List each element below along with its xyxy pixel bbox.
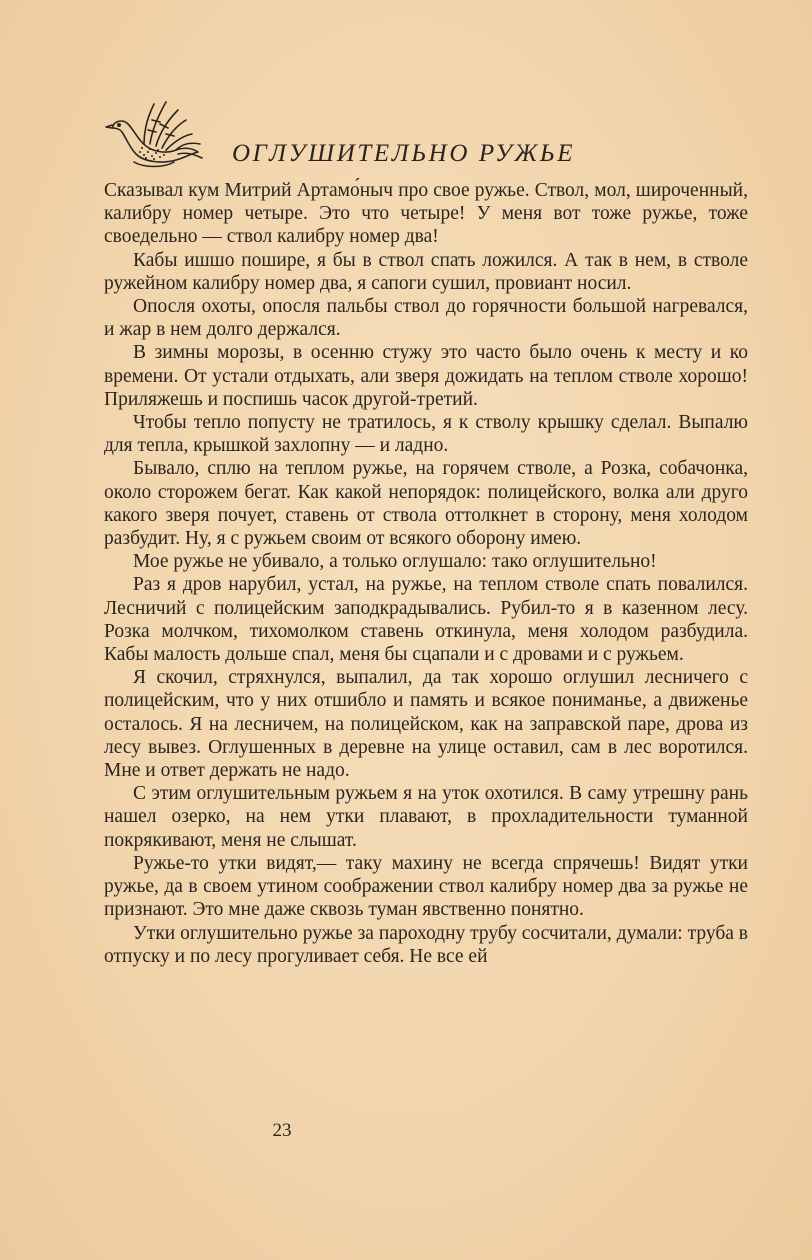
paragraph: Мое ружье не убивало, а только оглушало: тако оглушительно! xyxy=(133,551,657,573)
paragraph: Чтобы тепло попусту не тратилось, я к стволу крышку сделал. Выпалю для тепла, крышкой захлопну — и ладно. xyxy=(104,412,748,457)
paragraph: Я скочил, стряхнулся, выпалил, да так хорошо оглушил лесничего с полицейским, что у них отшибло и память и всякое пониманье, а движенье осталось. Я на лесничем, на полицейском, как на заправской паре, дрова из лесу вывез. Оглушенных в деревне на улице оставил, сам в лес воротился. Мне и ответ держать не надо. xyxy=(104,667,748,782)
duck-ornament-icon xyxy=(104,94,204,170)
paragraph: В зимны морозы, в осенню стужу это часто было очень к месту и ко времени. От устали отдыхать, али зверя дожидать на теплом стволе хорошо! Приляжешь и поспишь часок другой-третий. xyxy=(104,342,748,410)
paragraph: Раз я дров нарубил, устал, на ружье, на теплом стволе спать повалился. Лесничий с полицейским заподкрадывались. Рубил-то я в казенном лесу. Розка молчком, тихомолком ставень откинула, меня холодом разбудила. Кабы малость дольше спал, меня бы сцапали и с дровами и с ружьем. xyxy=(104,574,748,666)
paragraph: Утки оглушительно ружье за пароходну трубу сосчитали, думали: труба в отпуску и по лесу прогуливает себя. Не все ей xyxy=(104,922,748,967)
chapter-title: ОГЛУШИТЕЛЬНО РУЖЬЕ xyxy=(232,140,576,167)
paragraph: Кабы ишшо пошире, я бы в ствол спать ложился. А так в нем, в стволе ружейном калибру номер два, я сапоги сушил, провиант носил. xyxy=(104,249,748,294)
paragraph: С этим оглушительным ружьем я на уток охотился. В саму утрешну рань нашел озерко, на нем утки плавают, в прохладительности туманной покрякивают, меня не слышат. xyxy=(104,783,748,851)
paragraph: Опосля охоты, опосля пальбы ствол до горячности большой нагревался, и жар в нем долго держался. xyxy=(104,296,748,341)
paragraph: Бывало, сплю на теплом ружье, на горячем стволе, а Розка, собачонка, около сторожем бегат. Как какой непорядок: полицейского, волка али друго какого зверя почует, ставень от ствола оттолкнет в сторону, меня холодом разбудит. Ну, я с ружьем своим от всякого оборону имею. xyxy=(104,458,748,550)
paragraph: Сказывал кум Митрий Артамо́ныч про свое ружье. Ствол, мол, широченный, калибру номер четыре. Это что четыре! У меня вот тоже ружье, тоже своедельно — ствол калибру номер два! xyxy=(104,180,748,248)
body-text xyxy=(104,179,748,968)
page-number: 23 xyxy=(272,1120,292,1141)
paragraph: Ружье-то утки видят,— таку махину не всегда спрячешь! Видят утки ружье, да в своем утином соображении ствол калибру номер два за ружье не признают. Это мне даже сквозь туман явственно понятно. xyxy=(104,852,748,921)
